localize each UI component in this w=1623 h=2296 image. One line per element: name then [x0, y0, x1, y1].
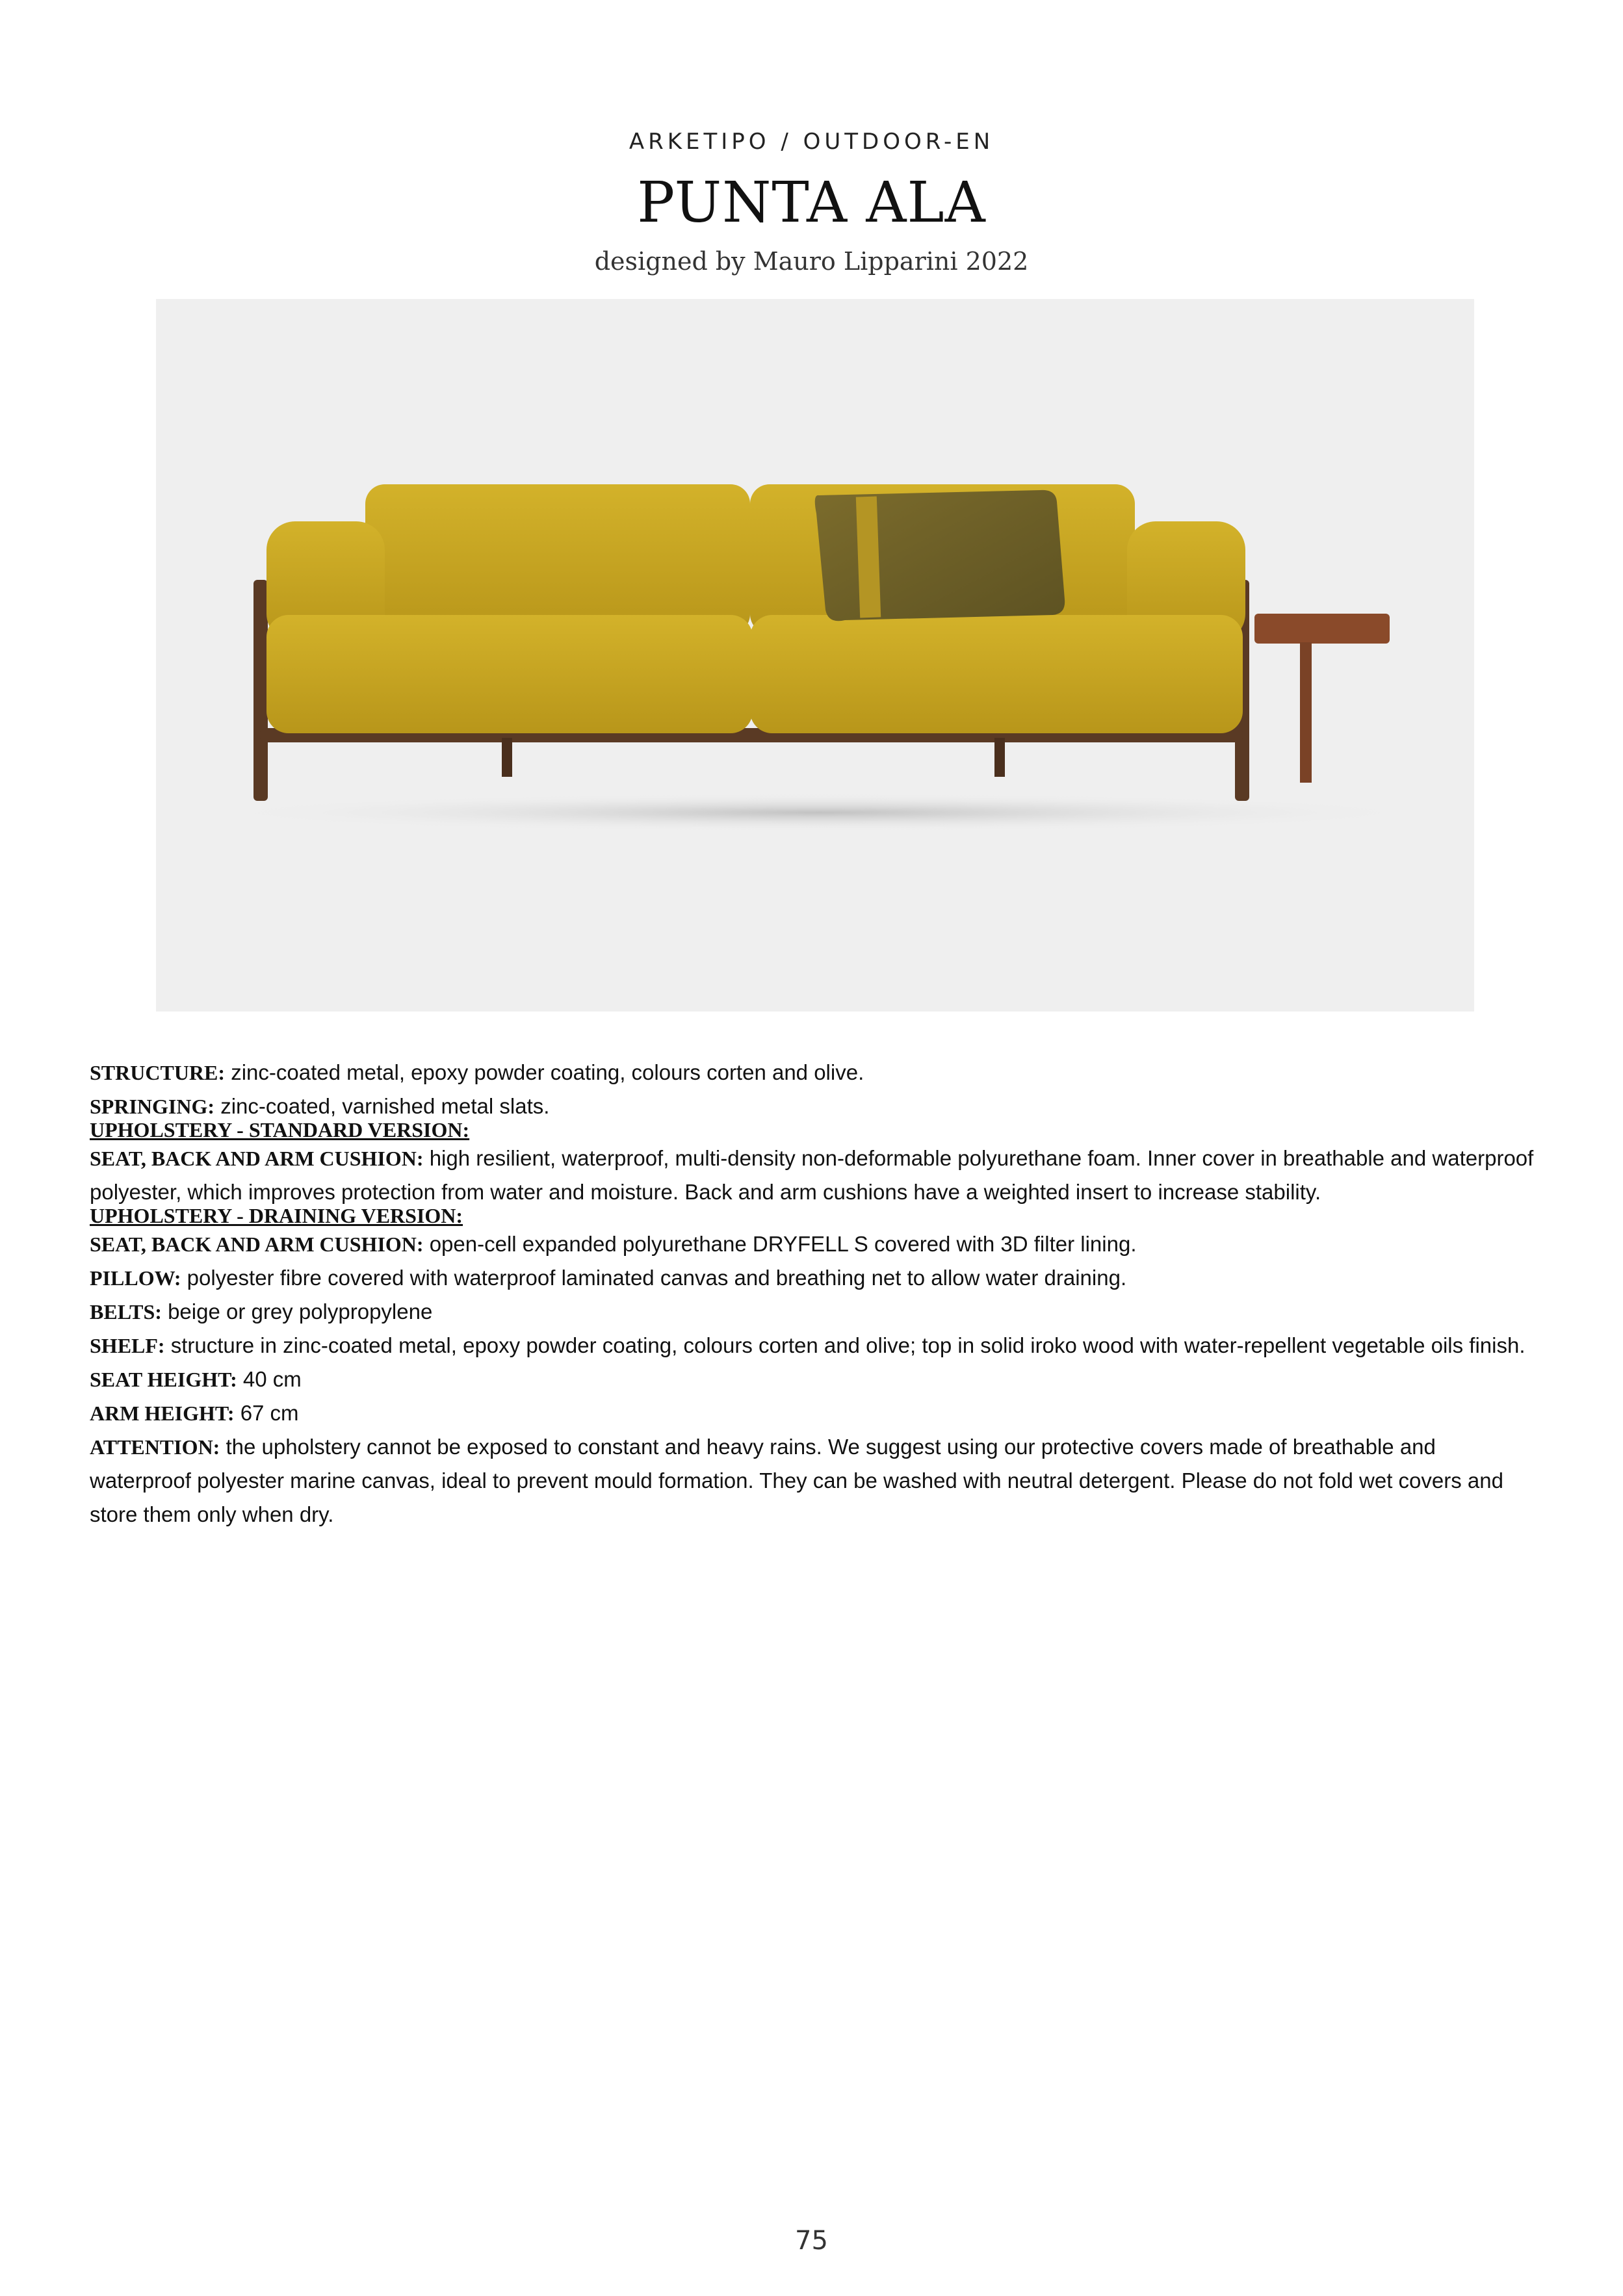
spec-label: SEAT, BACK AND ARM CUSHION: [90, 1233, 424, 1256]
spec-value: structure in zinc-coated metal, epoxy powder coating, colours corten and olive; top in solid iroko wood with water-repellent vegetable oils finish. [170, 1333, 1526, 1357]
side-shelf-top [1254, 614, 1390, 644]
page-number: 75 [795, 2226, 828, 2256]
spec-value: high resilient, waterproof, multi-density non-deformable polyurethane foam. Inner cover in breathable and waterproof polyester, which improves protection from water and moisture. Back and arm cushions have a weighted insert to increase stability. [90, 1146, 1534, 1204]
specifications [90, 1056, 1534, 1532]
heading-draining-version: UPHOLSTERY - DRAINING VERSION: [90, 1204, 463, 1227]
spec-draining-cushion [90, 1227, 1534, 1261]
frame-left-post [253, 580, 268, 801]
spec-value: 67 cm [240, 1401, 299, 1425]
spec-label: PILLOW: [90, 1266, 181, 1290]
spec-label: BELTS: [90, 1300, 162, 1324]
spec-label: ATTENTION: [90, 1435, 220, 1459]
throw-pillow [815, 490, 1065, 621]
sofa-leg-left [502, 738, 512, 777]
spec-seat-height [90, 1363, 1534, 1396]
spec-label: ARM HEIGHT: [90, 1402, 235, 1425]
spec-value: 40 cm [242, 1367, 302, 1391]
sofa-illustration [156, 299, 1474, 1011]
spec-belts [90, 1295, 1534, 1329]
brand-breadcrumb: ARKETIPO / OUTDOOR-EN [629, 129, 994, 155]
designer-credit: designed by Mauro Lipparini 2022 [594, 247, 1029, 276]
spec-value: open-cell expanded polyurethane DRYFELL S covered with 3D filter lining. [429, 1232, 1137, 1256]
spec-label: SHELF: [90, 1334, 165, 1357]
spec-value: the upholstery cannot be exposed to constant and heavy rains. We suggest using our protective covers made of breathable and waterproof polyester marine canvas, ideal to prevent mould formation. They can be washed with neutral detergent. Please do not fold wet covers and store them only when dry. [90, 1435, 1503, 1526]
sofa-leg-right [994, 738, 1005, 777]
sofa-product-photo [156, 299, 1474, 1011]
spec-structure [90, 1056, 1534, 1089]
back-cushion-left [365, 484, 750, 634]
spec-value: polyester fibre covered with waterproof laminated canvas and breathing net to allow water draining. [187, 1266, 1127, 1290]
spec-shelf [90, 1329, 1534, 1363]
heading-standard-version: UPHOLSTERY - STANDARD VERSION: [90, 1118, 470, 1141]
spec-label: SEAT HEIGHT: [90, 1368, 237, 1391]
spec-arm-height [90, 1396, 1534, 1430]
spec-standard-cushion [90, 1141, 1534, 1209]
spec-value: zinc-coated, varnished metal slats. [220, 1094, 550, 1118]
spec-label: SEAT, BACK AND ARM CUSHION: [90, 1147, 424, 1170]
product-title: PUNTA ALA [637, 170, 986, 235]
pillow-stripe [856, 496, 881, 618]
seat-cushion-right [750, 615, 1243, 733]
spec-pillow [90, 1261, 1534, 1295]
spec-label: SPRINGING: [90, 1095, 215, 1118]
spec-label: STRUCTURE: [90, 1061, 226, 1084]
spec-value: zinc-coated metal, epoxy powder coating, colours corten and olive. [231, 1060, 864, 1084]
spec-attention [90, 1430, 1534, 1532]
side-shelf-leg [1300, 642, 1312, 783]
seat-cushion-left [266, 615, 753, 733]
spec-value: beige or grey polypropylene [168, 1299, 433, 1324]
